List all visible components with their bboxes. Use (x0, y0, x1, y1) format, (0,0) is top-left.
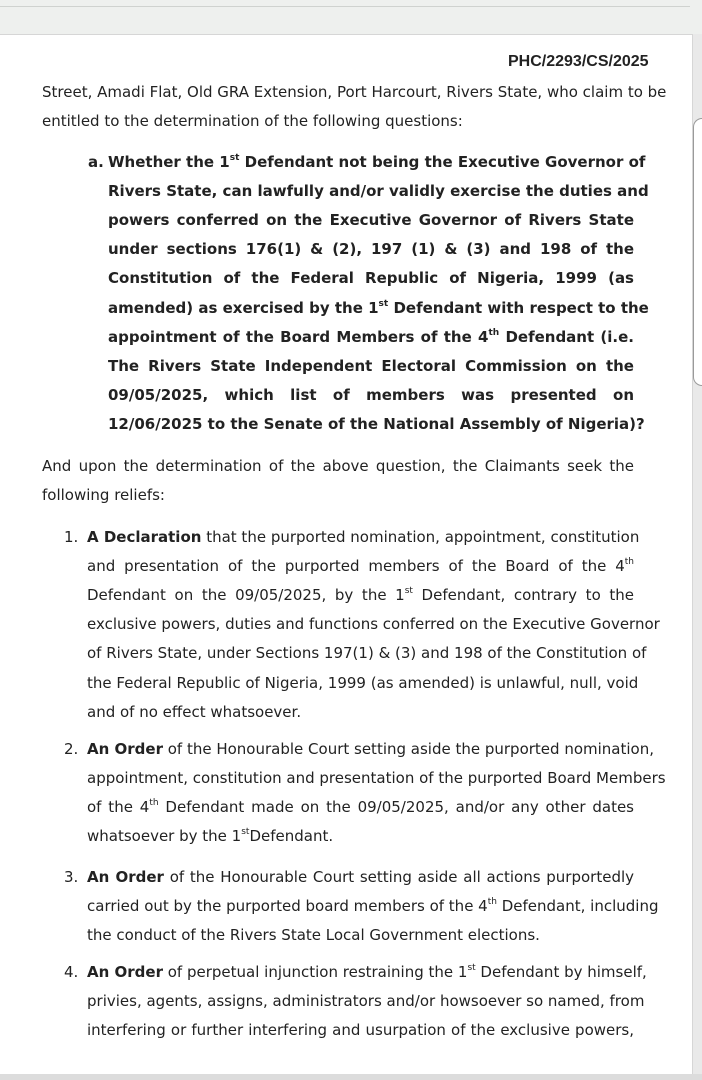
reliefs-intro-line: And upon the determination of the above question, the Claimants seek the (42, 457, 634, 475)
relief-number: 2. (64, 740, 79, 758)
relief-line: and presentation of the purported members of the Board of the 4th (87, 557, 634, 575)
relief-lead: An Order (87, 868, 164, 886)
question-line: powers conferred on the Executive Governor of Rivers State (108, 211, 634, 229)
relief-line: and of no effect whatsoever. (87, 703, 302, 721)
relief-line: appointment, constitution and presentation of the purported Board Members (87, 769, 666, 787)
ordinal-suffix: th (487, 897, 497, 907)
viewer-bottom-strip (0, 1074, 702, 1080)
scrollbar-thumb[interactable] (693, 118, 702, 386)
relief-number: 1. (64, 528, 79, 546)
relief-line: of the 4th Defendant made on the 09/05/2025, and/or any other dates (87, 798, 634, 816)
ordinal-suffix: st (404, 586, 413, 596)
relief-line: exclusive powers, duties and functions conferred on the Executive Governor (87, 615, 660, 633)
question-line: Whether the 1st Defendant not being the Executive Governor of (108, 153, 646, 171)
ordinal-suffix: st (467, 963, 476, 973)
ordinal-suffix: th (624, 557, 634, 567)
question-line: amended) as exercised by the 1st Defendant with respect to the (108, 299, 649, 317)
relief-line: interfering or further interfering and usurpation of the exclusive powers, (87, 1021, 634, 1039)
relief-lead: An Order (87, 740, 163, 758)
relief-lead: An Order (87, 963, 163, 981)
relief-line: of Rivers State, under Sections 197(1) & (3) and 198 of the Constitution of (87, 644, 647, 662)
relief-line: privies, agents, assigns, administrators and/or howsoever so named, from (87, 992, 645, 1010)
question-line: appointment of the Board Members of the 4th Defendant (i.e. (108, 328, 634, 346)
ordinal-suffix: st (378, 299, 389, 309)
relief-line: An Order of perpetual injunction restraining the 1st Defendant by himself, (87, 963, 647, 981)
ordinal-suffix: th (488, 328, 500, 338)
relief-number: 4. (64, 963, 79, 981)
relief-line: the Federal Republic of Nigeria, 1999 (as amended) is unlawful, null, void (87, 674, 639, 692)
relief-lead: A Declaration (87, 528, 202, 546)
ordinal-suffix: st (241, 827, 250, 837)
question-line: 12/06/2025 to the Senate of the National Assembly of Nigeria)? (108, 415, 645, 433)
relief-line: whatsoever by the 1stDefendant. (87, 827, 334, 845)
question-line: Constitution of the Federal Republic of Nigeria, 1999 (as (108, 269, 634, 287)
question-line: Rivers State, can lawfully and/or validly exercise the duties and (108, 182, 649, 200)
question-line: The Rivers State Independent Electoral Commission on the (108, 357, 634, 375)
relief-line: carried out by the purported board members of the 4th Defendant, including (87, 897, 659, 915)
intro-line: Street, Amadi Flat, Old GRA Extension, Port Harcourt, Rivers State, who claim to be (42, 83, 667, 101)
viewer-top-line (0, 6, 690, 7)
relief-line: the conduct of the Rivers State Local Government elections. (87, 926, 540, 944)
intro-line: entitled to the determination of the following questions: (42, 112, 463, 130)
relief-line: An Order of the Honourable Court setting aside the purported nomination, (87, 740, 654, 758)
relief-line: An Order of the Honourable Court setting aside all actions purportedly (87, 868, 635, 886)
reliefs-intro-line: following reliefs: (42, 486, 165, 504)
relief-number: 3. (64, 868, 79, 886)
relief-line: A Declaration that the purported nomination, appointment, constitution (87, 528, 640, 546)
ordinal-suffix: st (229, 153, 240, 163)
ordinal-suffix: th (149, 798, 159, 808)
question-line: under sections 176(1) & (2), 197 (1) & (3) and 198 of the (108, 240, 634, 258)
question-line: 09/05/2025, which list of members was presented on (108, 386, 634, 404)
question-label: a. (88, 153, 104, 171)
relief-line: Defendant on the 09/05/2025, by the 1st Defendant, contrary to the (87, 586, 634, 604)
case-reference: PHC/2293/CS/2025 (508, 53, 649, 70)
